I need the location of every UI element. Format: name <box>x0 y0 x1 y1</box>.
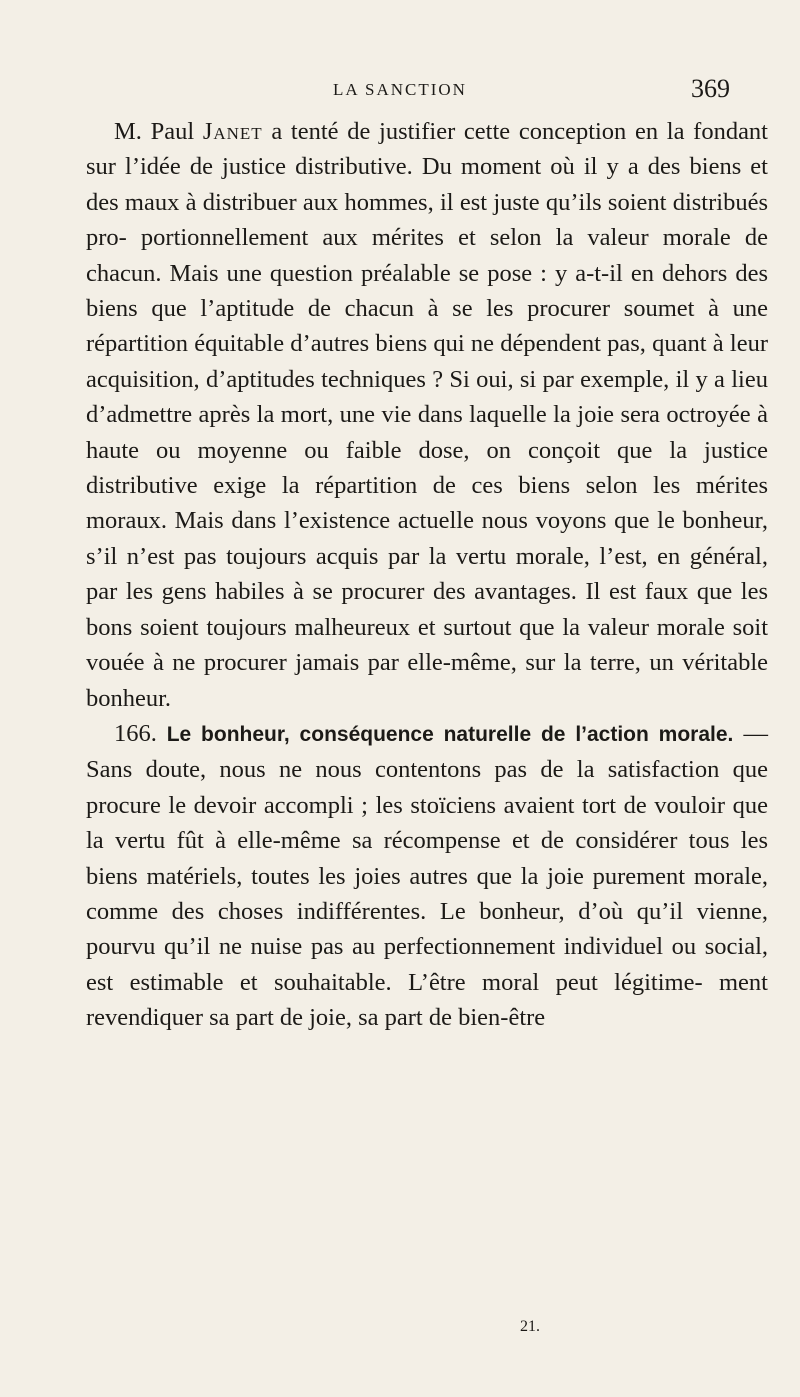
paragraph-janet <box>86 114 768 716</box>
page-header <box>0 74 800 114</box>
section-number: 166. <box>114 719 157 747</box>
printer-signature: 21. <box>520 1318 540 1335</box>
page-number: 369 <box>691 74 730 103</box>
running-head: LA SANCTION <box>333 80 467 99</box>
author-prefix: M. Paul <box>114 118 203 145</box>
section-text: — Sans doute, nous ne nous contentons pas de la satisfaction que procure le devoir accompli ; les stoïciens avaient tort de vouloir que la vertu fût à elle-même sa récompense et de considérer tous les biens matériels, toutes les joies autres que la joie purement morale, comme des choses indifférentes. Le bonheur, d’où qu’il vienne, pourvu qu’il ne nuise pas au perfectionnement individuel ou social, est estimable et souhaitable. L’être moral peut légitime- ment revendiquer sa part de joie, sa part de bien-être <box>86 719 769 1032</box>
paragraph-text: a tenté de justifier cette conception en la fondant sur l’idée de justice distributive. Du moment où il y a des biens et des maux à distribuer aux hommes, il est juste qu’ils soient distribués pro- portionnellement aux mérites et selon la valeur morale de chacun. Mais une question préalable se pose : y a-t-il en dehors des biens que l’aptitude de chacun à se les procurer soumet à une répartition équitable d’autres biens qui ne dépendent pas, quant à leur acquisition, d’aptitudes techniques ? Si oui, si par exemple, il y a lieu d’admettre après la mort, une vie dans laquelle la joie sera octroyée à haute ou moyenne ou faible dose, on conçoit que la justice distributive exige la répartition de ces biens selon les mérites moraux. Mais dans l’existence actuelle nous voyons que le bonheur, s’il n’est pas toujours acquis par la vertu morale, l’est, en général, par les gens habiles à se procurer des avantages. Il est faux que les bons soient toujours malheureux et surtout que la valeur morale soit vouée à ne procurer jamais par elle-même, sur la terre, un véritable bonheur. <box>86 118 768 712</box>
author-name: Janet <box>202 118 263 145</box>
body-text <box>86 114 768 1036</box>
section-title: Le bonheur, conséquence naturelle de l’action morale. <box>156 722 734 746</box>
section-166 <box>86 716 768 1036</box>
